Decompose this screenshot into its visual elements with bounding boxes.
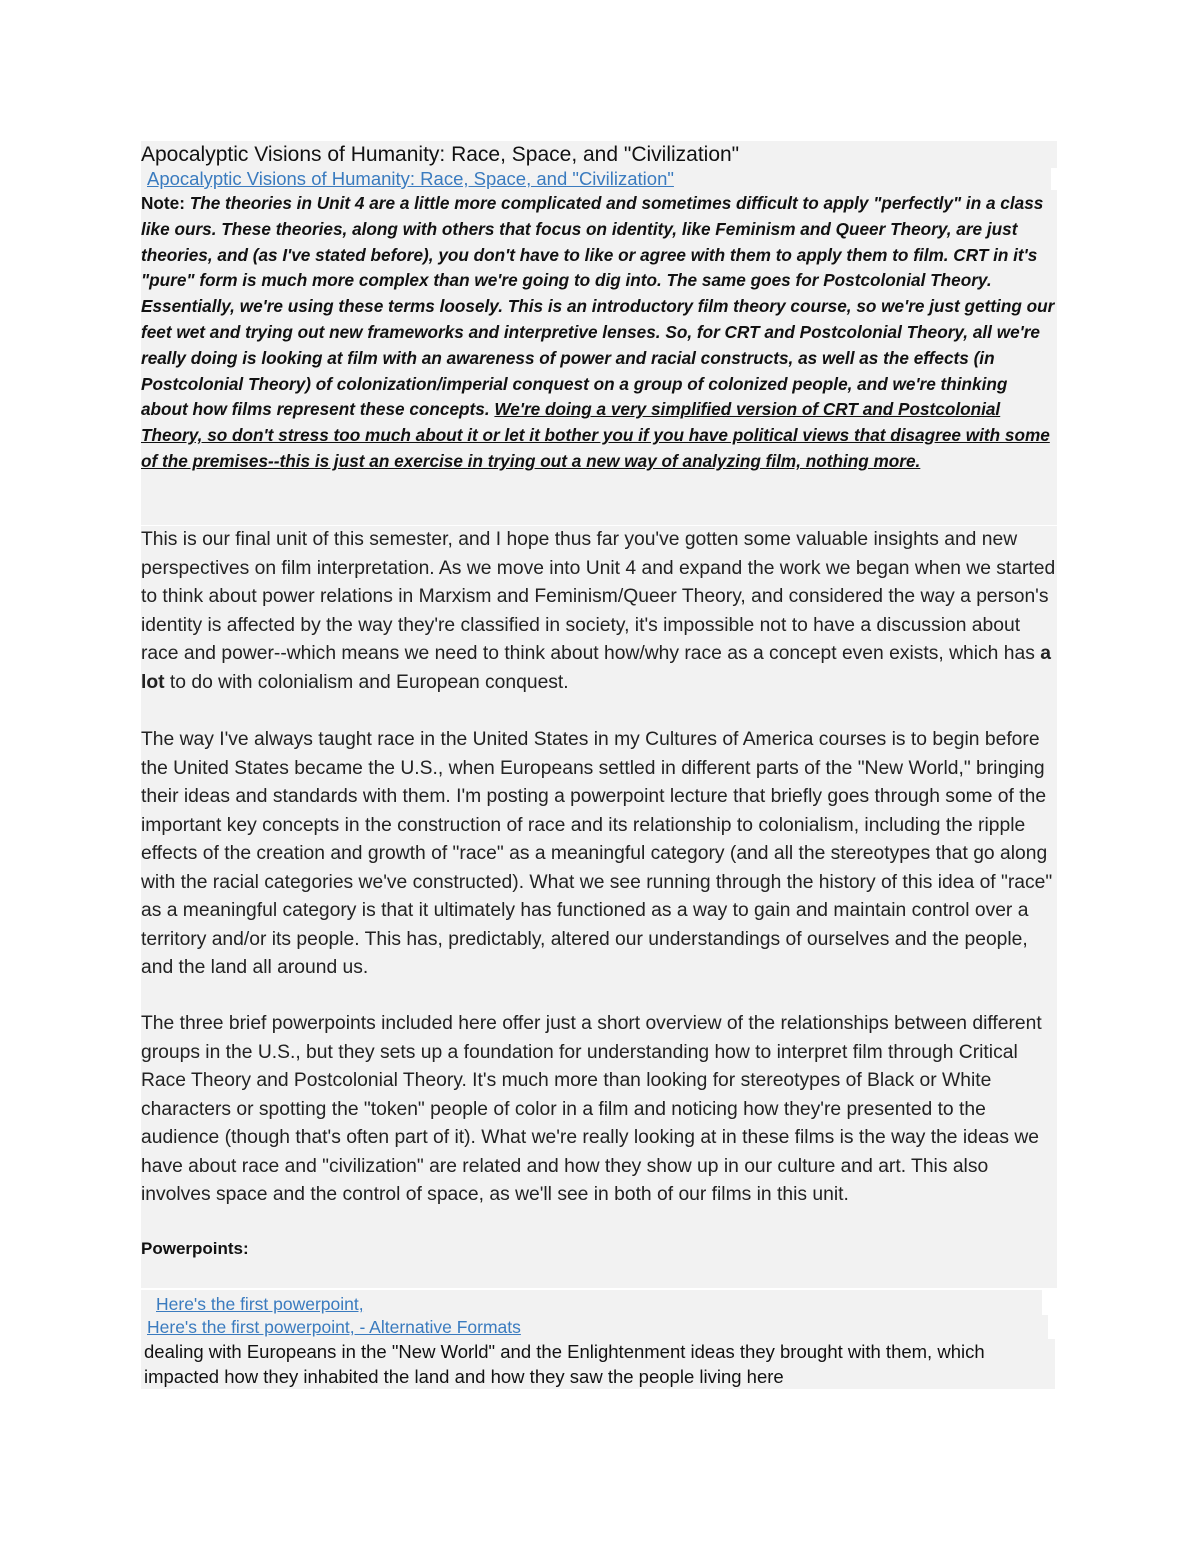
powerpoint-description: dealing with Europeans in the "New World" and the Enlightenment ideas they brought with them, which impacted how they inhabited the land and how they saw the people living here [141,1339,1055,1389]
note-emphasis: We're doing a very simplified version of CRT and Postcolonial Theory, so don't stress too much about it or let it bother you if you have political views that disagree with some of the premises--this is just an exercise in trying out a new way of analyzing film, nothing more. [141,399,1050,471]
powerpoint-link-row [141,1290,1042,1315]
powerpoints-heading: Powerpoints: [141,1236,1057,1288]
first-powerpoint-link[interactable]: Here's the first powerpoint, [156,1294,364,1314]
intro-paragraph-end: to do with colonialism and European conquest. [164,671,569,693]
powerpoint-alt-link-row [141,1315,1048,1339]
intro-paragraph-bold: a lot [141,643,1051,693]
note-body: The theories in Unit 4 are a little more complicated and sometimes difficult to apply "perfectly" in a class like ours. These theories, along with others that focus on identity, like Feminism and Queer Theory, are just theories, and (as I've stated before), you don't have to like or agree with them to apply them to film. CRT in it's "pure" form is much more complex than we're going to dig into. The same goes for Postcolonial Theory. Essentially, we're using these terms loosely. This is an introductory film theory course, so we're just getting our feet wet and trying out new frameworks and interpretive lenses. So, for CRT and Postcolonial Theory, all we're really doing is looking at film with an awareness of power and racial constructs, as well as the effects (in Postcolonial Theory) of colonization/imperial conquest on a group of colonized people, and we're thinking about how films represent these concepts. [141,193,1055,420]
race-history-paragraph: The way I've always taught race in the United States in my Cultures of America courses is to begin before the United States became the U.S., when Europeans settled in different parts of the "New World," bringing their ideas and standards with them. I'm posting a powerpoint lecture that briefly goes through some of the important key concepts in the construction of race and its relationship to colonialism, including the ripple effects of the creation and growth of "race" as a meaningful category (and all the stereotypes that go along with the racial categories we've constructed). What we see running through the history of this idea of "race" as a meaningful category is that it ultimately has functioned as a way to gain and maintain control over a territory and/or its people. This has, predictably, altered our understandings of ourselves and the people, and the land all around us. [141,726,1057,1010]
overview-paragraph: The three brief powerpoints included here offer just a short overview of the relationships between different groups in the U.S., but they sets up a foundation for understanding how to interpret film through Critical Race Theory and Postcolonial Theory. It's much more than looking for stereotypes of Black or White characters or spotting the "token" people of color in a film and noticing how they're presented to the audience (though that's often part of it). What we're really looking at in these films is the way the ideas we have about race and "civilization" are related and how they show up in our culture and art. This also involves space and the control of space, as we'll see in both of our films in this unit. [141,1010,1057,1236]
note-label: Note: [141,193,185,213]
first-powerpoint-alt-formats-link[interactable]: Here's the first powerpoint, - Alternative Formats [147,1317,521,1337]
title-link-row [141,168,1051,190]
page-title: Apocalyptic Visions of Humanity: Race, Space, and "Civilization" [141,141,1057,168]
note-section [141,190,1057,525]
intro-paragraph [141,526,1057,726]
unit-title-link[interactable]: Apocalyptic Visions of Humanity: Race, Space, and "Civilization" [147,168,674,189]
intro-paragraph-start: This is our final unit of this semester, and I hope thus far you've gotten some valuable insights and new perspectives on film interpretation. As we move into Unit 4 and expand the work we began when we started to think about power relations in Marxism and Feminism/Queer Theory, and considered the way a person's identity is affected by the way they're classified in society, it's impossible not to have a discussion about race and power--which means we need to think about how/why race as a concept even exists, which has [141,529,1056,664]
